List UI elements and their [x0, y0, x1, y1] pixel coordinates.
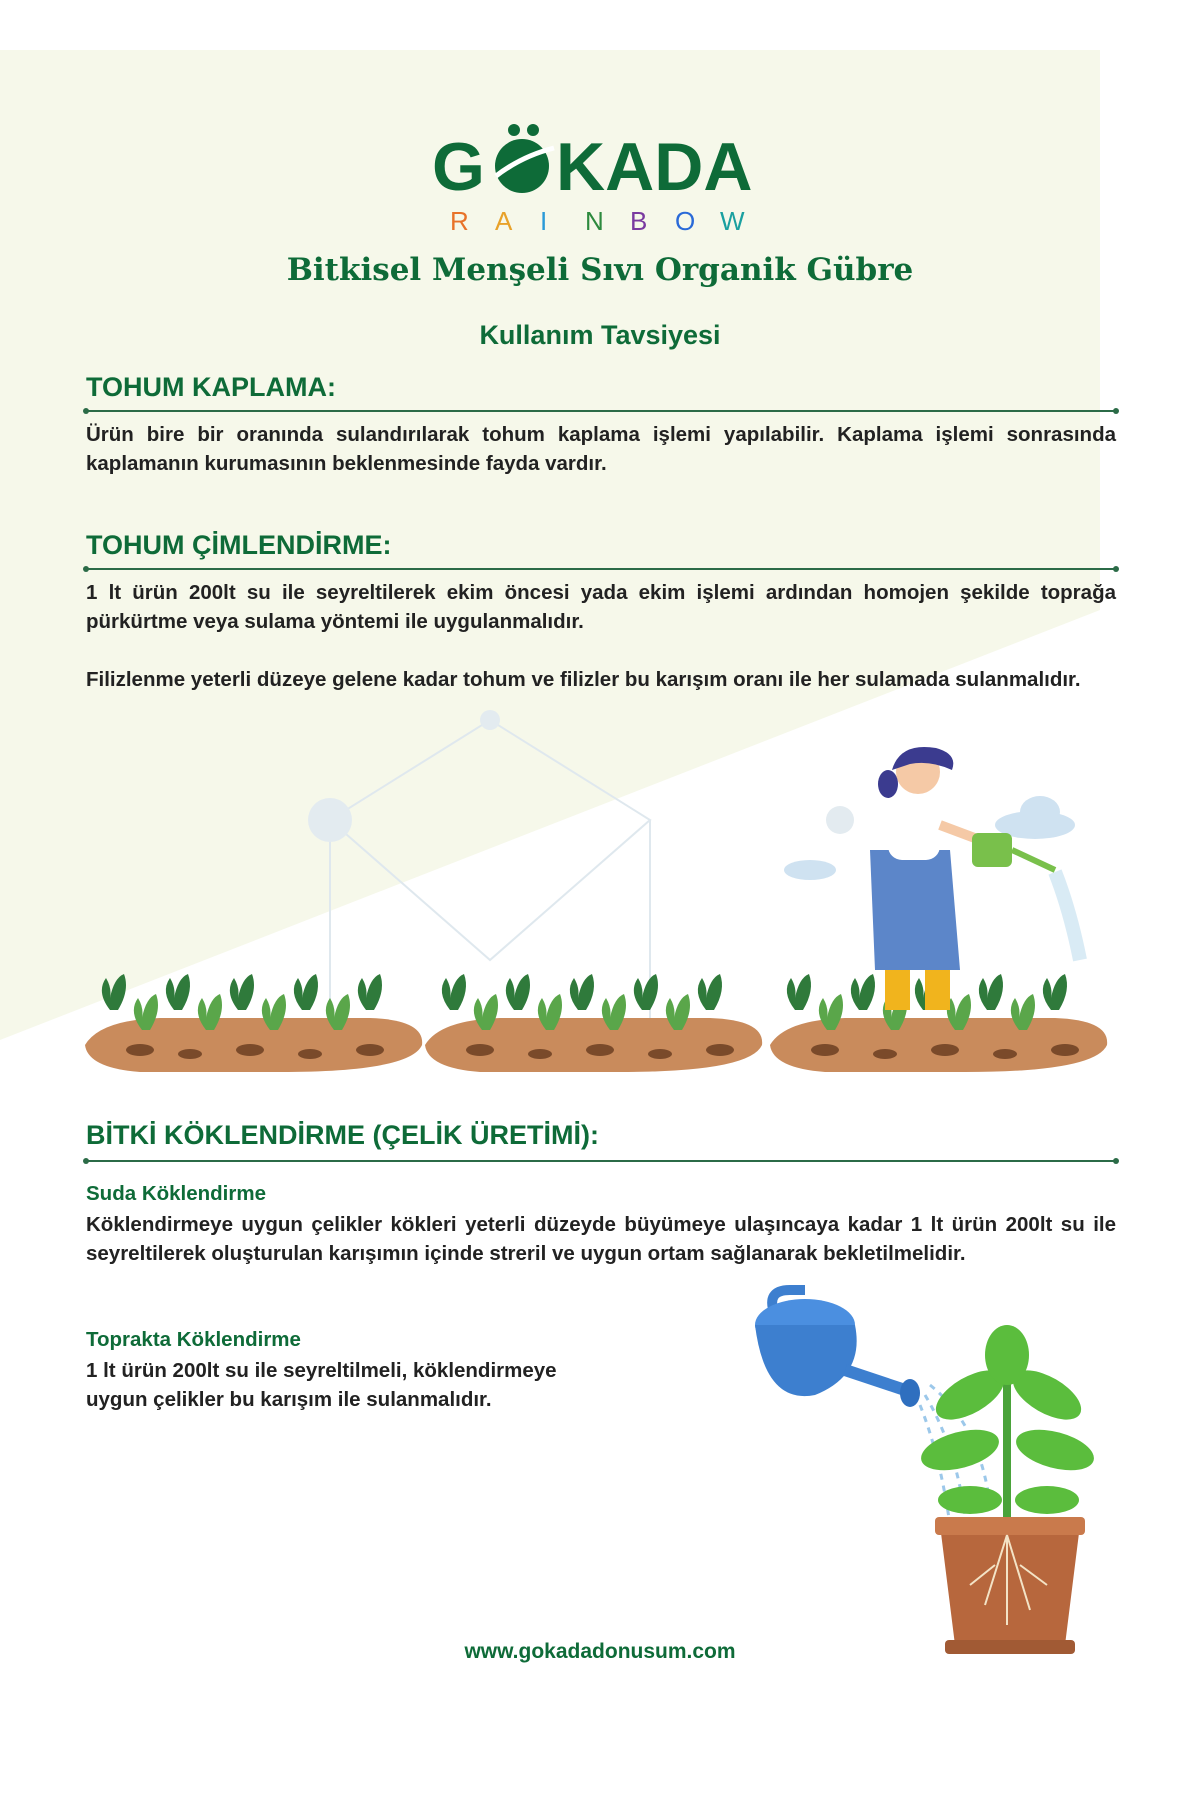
logo-tagline-letter: N — [585, 206, 604, 236]
seedling-icon — [442, 974, 466, 1010]
soil-rooting-line-2: uygun çelikler bu karışım ile sulanmalıdır. — [86, 1388, 492, 1411]
usage-subtitle: Kullanım Tavsiyesi — [479, 320, 721, 350]
seedling-icon — [787, 974, 811, 1010]
logo-tagline-letter: R — [450, 206, 469, 236]
seed-coating-heading: TOHUM KAPLAMA: — [86, 372, 336, 402]
logo-tagline-letter: B — [630, 206, 648, 236]
germination-text-1: 1 lt ürün 200lt su ile seyreltilerek ekim öncesi yada ekim işlemi ardından homojen şekilde toprağa pürkürtme veya sulama yöntemi ile uygulanmalıdır. — [86, 581, 1116, 633]
seedling-icon — [230, 974, 254, 1010]
section-divider — [86, 568, 1116, 570]
logo-graphic — [430, 118, 770, 243]
watering-can-and-potted-plant-illustration — [735, 1285, 1115, 1665]
seed-coating-text: Ürün bire bir oranında sulandırılarak tohum kaplama işlemi yapılabilir. Kaplama işlemi sonrasında kaplamanın kurumasının beklenmesinde fayda vardır. — [86, 423, 1116, 475]
gardener-watering-seedlings-illustration — [80, 700, 1120, 1090]
soil-rooting-text — [86, 1356, 646, 1414]
water-rooting-text: Köklendirmeye uygun çelikler kökleri yeterli düzeyde büyümeye ulaşıncaya kadar 1 lt ürün 200lt su ile seyreltilerek oluşturulan karışımın içinde streril ve uygun ortam sağlanarak bekletilmelidir. — [86, 1213, 1116, 1265]
svg-text:KADA: KADA — [556, 129, 753, 205]
logo-tagline-letter: O — [675, 206, 696, 236]
product-title: Bitkisel Menşeli Sıvı Organik Gübre — [286, 252, 914, 288]
logo-tagline-letter: W — [720, 206, 745, 236]
section-divider — [86, 1160, 1116, 1162]
seedling-icon — [1043, 974, 1067, 1010]
soil-rooting-title: Toprakta Köklendirme — [86, 1328, 301, 1351]
website-link[interactable]: www.gokadadonusum.com — [464, 1640, 736, 1663]
gardener — [870, 747, 1080, 1010]
soil-rooting-line-1: 1 lt ürün 200lt su ile seyreltilmeli, köklendirmeye — [86, 1359, 557, 1382]
seedling-icon — [102, 974, 126, 1010]
brand-logo — [430, 118, 770, 243]
logo-tagline-letter: A — [495, 206, 513, 236]
seedling-icon — [166, 974, 190, 1010]
rooting-heading: BİTKİ KÖKLENDİRME (ÇELİK ÜRETİMİ): — [86, 1120, 599, 1150]
seedling-icon — [698, 974, 722, 1010]
seedling-icon — [851, 974, 875, 1010]
seedling-icon — [634, 974, 658, 1010]
svg-text:G: G — [432, 129, 485, 205]
water-rooting-title: Suda Köklendirme — [86, 1182, 266, 1205]
section-divider — [86, 410, 1116, 412]
seedling-icon — [570, 974, 594, 1010]
seedling-icon — [506, 974, 530, 1010]
seedling-icon — [979, 974, 1003, 1010]
germination-heading: TOHUM ÇİMLENDİRME: — [86, 530, 392, 560]
seedling-icon — [358, 974, 382, 1010]
seedling-icon — [294, 974, 318, 1010]
logo-tagline-letter: I — [540, 206, 548, 236]
germination-text-2: Filizlenme yeterli düzeye gelene kadar tohum ve filizler bu karışım oranı ile her sulamada sulanmalıdır. — [86, 668, 1081, 691]
